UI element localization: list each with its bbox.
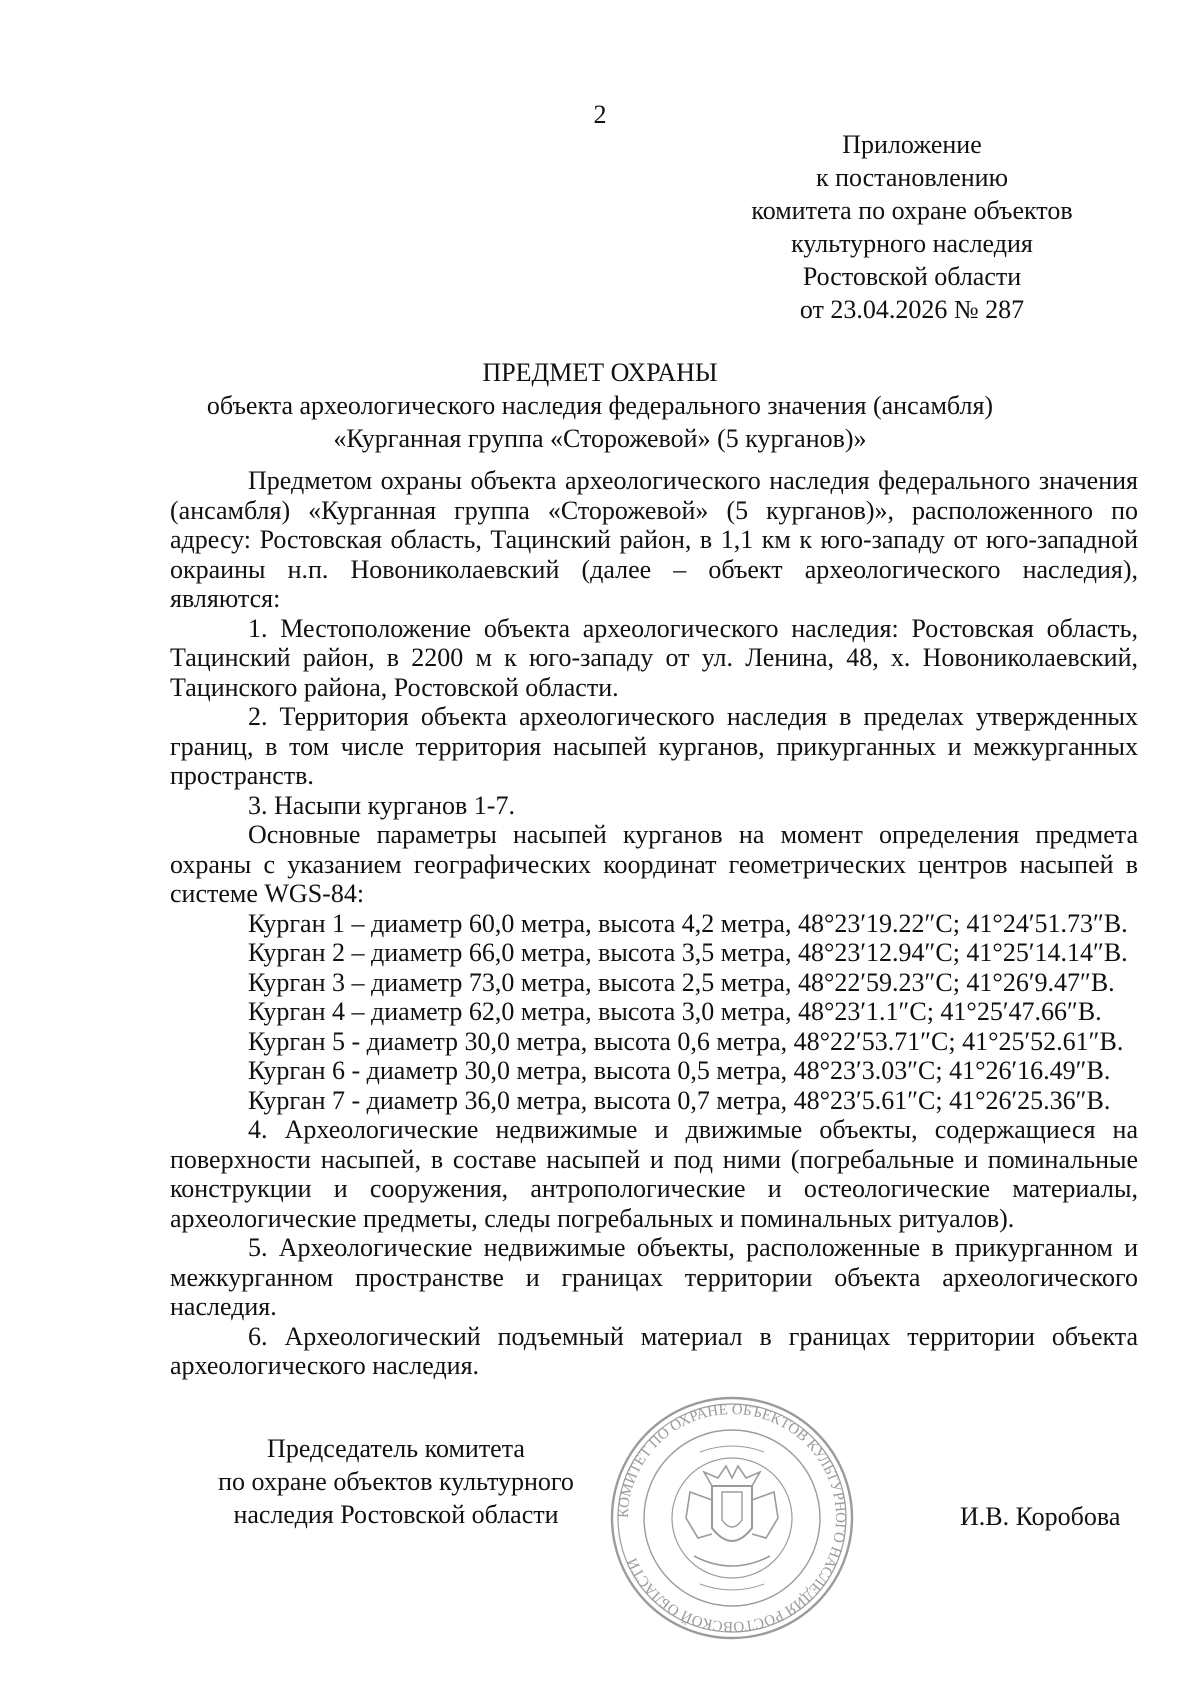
appendix-date-line: от 23.04.2026 № 287 — [799, 295, 1025, 324]
params-paragraph: Основные параметры насыпей курганов на момент определения предмета охраны с указанием географических координат геометрических центров насыпей в системе WGS-84: — [170, 820, 1138, 908]
kurgan-line: Курган 7 - диаметр 36,0 метра, высота 0,7 метра, 48°23′5.61″С; 41°26′25.36″В. — [248, 1085, 1111, 1115]
appendix-block — [702, 128, 1122, 326]
signature-line: по охране объектов культурного — [218, 1467, 574, 1496]
item-objects: 4. Археологические недвижимые и движимые объекты, содержащиеся на поверхности насыпей, в составе насыпей и под ними (погребальные и поминальные конструкции и сооружения, антропологические и остеологические материалы, археологические предметы, следы погребальных и поминальных ритуалов). — [170, 1115, 1138, 1233]
appendix-line: Приложение — [842, 130, 982, 159]
kurgan-line: Курган 2 – диаметр 66,0 метра, высота 3,5 метра, 48°23′12.94″С; 41°25′14.14″В. — [248, 938, 1128, 967]
intro-paragraph: Предметом охраны объекта археологического наследия федерального значения (ансамбля) «Курганная группа «Сторожевой» (5 курганов)», расположенного по адресу: Ростовская область, Тацинский район, в 1,1 км к юго-западу от юго-западной окраины н.п. Новониколаевский (далее – объект археологического наследия), являются: — [170, 466, 1138, 613]
item-territory: 2. Территория объекта археологического наследия в пределах утвержденных границ, в том числе территория насыпей курганов, прикурганных и межкурганных пространств. — [170, 702, 1138, 790]
left-supporter-icon — [686, 1492, 712, 1538]
signature-block — [196, 1432, 596, 1531]
seal-text: КОМИТЕТ ПО ОХРАНЕ ОБЪЕКТОВ КУЛЬТУРНОГО НАСЛЕДИЯ РОСТОВСКОЙ ОБЛАСТИ — [615, 1401, 849, 1635]
coat-of-arms-inner — [722, 1492, 742, 1527]
title-subtitle: «Курганная группа «Сторожевой» (5 курганов)» — [333, 424, 867, 453]
crown-icon — [704, 1466, 760, 1486]
seal-inner-lettering-icon — [700, 1446, 764, 1452]
coat-of-arms-shield — [712, 1486, 752, 1541]
item-location: 1. Местоположение объекта археологического наследия: Ростовская область, Тацинский район, в 2200 м к юго-западу от ул. Ленина, 48, х. Новониколаевский, Тацинского района, Ростовской области. — [170, 613, 1138, 702]
seal-middle-ring — [644, 1430, 820, 1606]
appendix-line: комитета по охране объектов — [751, 196, 1073, 225]
seal-outer-ring — [612, 1398, 852, 1638]
kurgan-line: Курган 4 – диаметр 62,0 метра, высота 3,0 метра, 48°23′1.1″С; 41°25′47.66″В. — [248, 997, 1102, 1026]
seal-ribbon-icon — [694, 1556, 770, 1566]
appendix-line: к постановлению — [815, 163, 1009, 192]
seal-bottom-lettering-icon — [700, 1584, 764, 1590]
appendix-line: культурного наследия — [791, 229, 1033, 258]
signature-line: наследия Ростовской области — [233, 1500, 559, 1529]
kurgan-line: Курган 5 - диаметр 30,0 метра, высота 0,6 метра, 48°22′53.71″С; 41°25′52.61″В. — [248, 1026, 1124, 1056]
kurgan-line: Курган 6 - диаметр 30,0 метра, высота 0,5 метра, 48°23′3.03″С; 41°26′16.49″В. — [248, 1056, 1111, 1085]
title-heading: ПРЕДМЕТ ОХРАНЫ — [482, 358, 718, 387]
item-mounds: 3. Насыпи курганов 1-7. — [248, 790, 515, 820]
official-seal — [608, 1388, 856, 1648]
right-supporter-icon — [752, 1492, 778, 1538]
title-subtitle: объекта археологического наследия федерального значения (ансамбля) — [206, 391, 994, 420]
item-immovable: 5. Археологические недвижимые объекты, расположенные в прикурганном и межкурганном пространстве и границах территории объекта археологического наследия. — [170, 1233, 1138, 1321]
page-number: 2 — [593, 100, 607, 129]
signature-line: Председатель комитета — [267, 1434, 525, 1463]
signer-name: И.В. Коробова — [960, 1502, 1121, 1531]
document-title — [0, 356, 1200, 455]
document-body — [170, 466, 1138, 1381]
seal-core-ring — [672, 1458, 792, 1578]
item-material: 6. Археологический подъемный материал в границах территории объекта археологического наследия. — [170, 1321, 1138, 1380]
appendix-line: Ростовской области — [802, 262, 1022, 291]
kurgan-line: Курган 1 – диаметр 60,0 метра, высота 4,2 метра, 48°23′19.22″С; 41°24′51.73″В. — [248, 908, 1128, 938]
kurgan-line: Курган 3 – диаметр 73,0 метра, высота 2,5 метра, 48°22′59.23″С; 41°26′9.47″В. — [248, 967, 1115, 997]
